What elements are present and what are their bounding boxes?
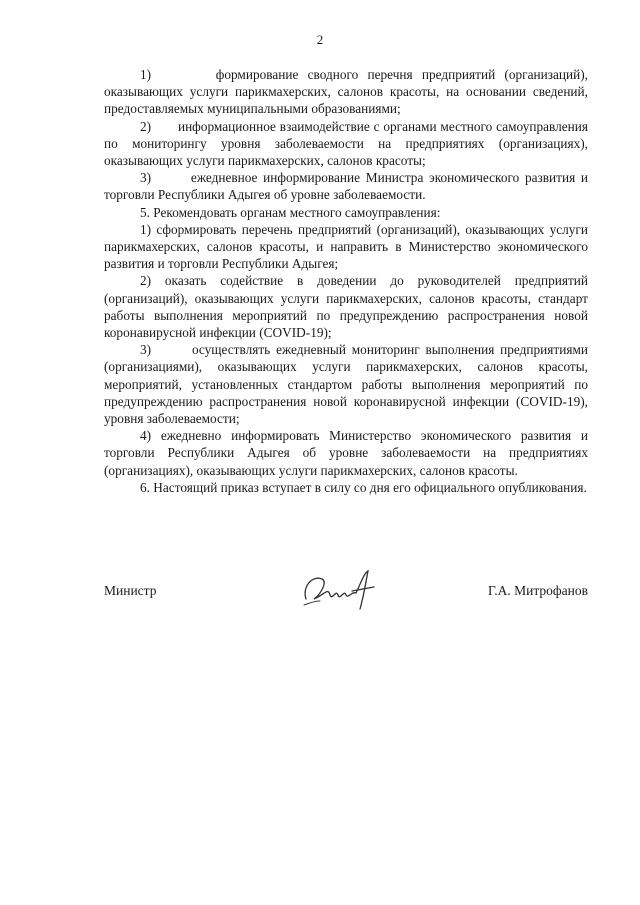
page-number: 2 — [316, 32, 324, 47]
paragraph-item-2: 2) информационное взаимодействие с органами местного самоуправления по мониторингу уровня заболеваемости на предприятиях (организациях), оказывающих услуги парикмахерских, салонов красоты; — [104, 118, 588, 169]
paragraph-item-3: 3) ежедневное информирование Министра экономического развития и торговли Республики Адыгея об уровне заболеваемости. — [104, 170, 588, 203]
paragraph-clause-5: 5. Рекомендовать органам местного самоуправления: — [140, 204, 441, 220]
paragraph-clause-5-item-4: 4) ежедневно информировать Министерство экономического развития и торговли Республики Адыгея об уровне заболеваемости на предприятиях (организациях), оказывающих услуги парикмахерских, салонов красоты. — [104, 428, 588, 478]
signatory-name: Г.А. Митрофанов — [487, 583, 588, 598]
paragraph-clause-5-item-3: 3) осуществлять ежедневный мониторинг выполнения предприятиями (организациями), оказывающих услуги парикмахерских, салонов красоты, мероприятий, установленных стандартом работы выполнения мероприятий по предупреждению распространения новой коронавирусной инфекции (COVID-19), уровня заболеваемости; — [104, 342, 588, 427]
signatory-title: Министр — [104, 583, 157, 598]
paragraph-clause-5-item-2: 2) оказать содействие в доведении до руководителей предприятий (организаций), оказывающих услуги парикмахерских, салонов красоты, стандарт работы выполнения мероприятий по предупреждению распространения новой коронавирусной инфекции (COVID-19); — [104, 273, 588, 341]
document-body — [104, 66, 588, 496]
paragraph-clause-5-item-1: 1) сформировать перечень предприятий (организаций), оказывающих услуги парикмахерских, салонов красоты, и направить в Министерство экономического развития и торговли Республики Адыгея; — [104, 221, 588, 272]
handwritten-signature — [294, 565, 384, 613]
paragraph-clause-6: 6. Настоящий приказ вступает в силу со дня его официального опубликования. — [140, 479, 587, 495]
paragraph-item-1: 1) формирование сводного перечня предприятий (организаций), оказывающих услуги парикмахерских, салонов красоты, на основании сведений, предоставляемых муниципальными образованиями; — [104, 67, 588, 117]
signature-block — [104, 583, 588, 623]
